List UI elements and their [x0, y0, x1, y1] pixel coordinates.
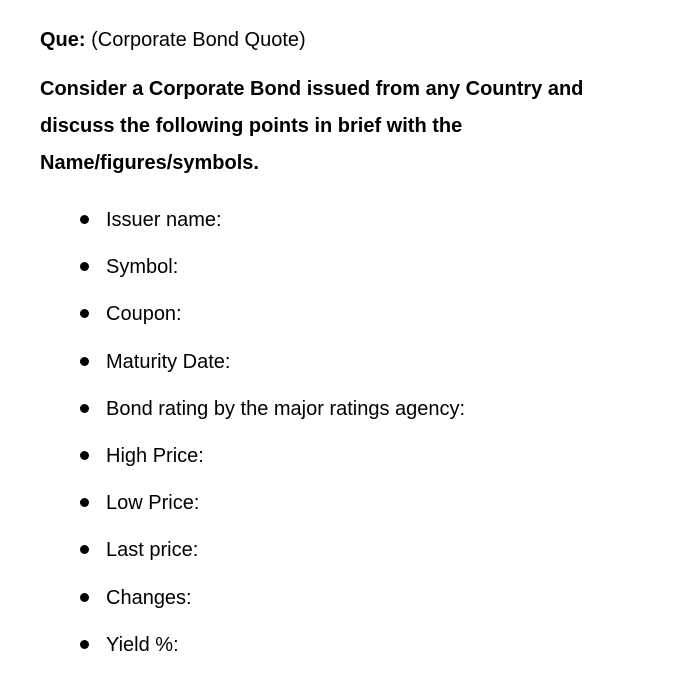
question-heading — [40, 27, 306, 53]
bullet-icon — [80, 640, 89, 649]
bullet-icon — [80, 309, 89, 318]
list-item-label: Bond rating by the major ratings agency: — [106, 397, 466, 420]
bullet-icon — [80, 215, 89, 224]
bullet-icon — [80, 262, 89, 271]
list-item-label: Last price: — [106, 539, 199, 562]
bullet-icon — [80, 357, 89, 366]
bullet-icon — [80, 545, 89, 554]
list-item-label: High Price: — [106, 444, 204, 467]
list-item-label: Symbol: — [106, 256, 179, 279]
bond-points-list — [0, 204, 650, 676]
list-item — [0, 298, 650, 345]
bullet-icon — [80, 498, 89, 507]
prompt-line: discuss the following points in brief with the — [40, 115, 463, 137]
list-item — [0, 582, 650, 629]
list-item-label: Maturity Date: — [106, 350, 231, 373]
bullet-icon — [80, 451, 89, 460]
list-item — [0, 487, 650, 534]
prompt-line: Consider a Corporate Bond issued from any Country and — [40, 78, 584, 100]
list-item-label: Changes: — [106, 586, 192, 609]
list-item-label: Issuer name: — [106, 209, 222, 231]
question-title: (Corporate Bond Quote) — [91, 29, 306, 51]
list-item — [0, 629, 650, 676]
list-item-label: Yield %: — [106, 633, 179, 656]
list-item-label: Coupon: — [106, 303, 182, 326]
list-item — [0, 251, 650, 298]
list-item-label: Low Price: — [106, 492, 200, 515]
list-item — [0, 346, 650, 393]
prompt-line: Name/figures/symbols. — [40, 152, 259, 174]
list-item — [0, 534, 650, 581]
question-prompt — [40, 71, 670, 182]
bullet-icon — [80, 593, 89, 602]
list-item — [0, 393, 650, 440]
bullet-icon — [80, 404, 89, 413]
list-item — [0, 204, 650, 251]
question-label: Que: — [40, 29, 86, 51]
list-item — [0, 440, 650, 487]
